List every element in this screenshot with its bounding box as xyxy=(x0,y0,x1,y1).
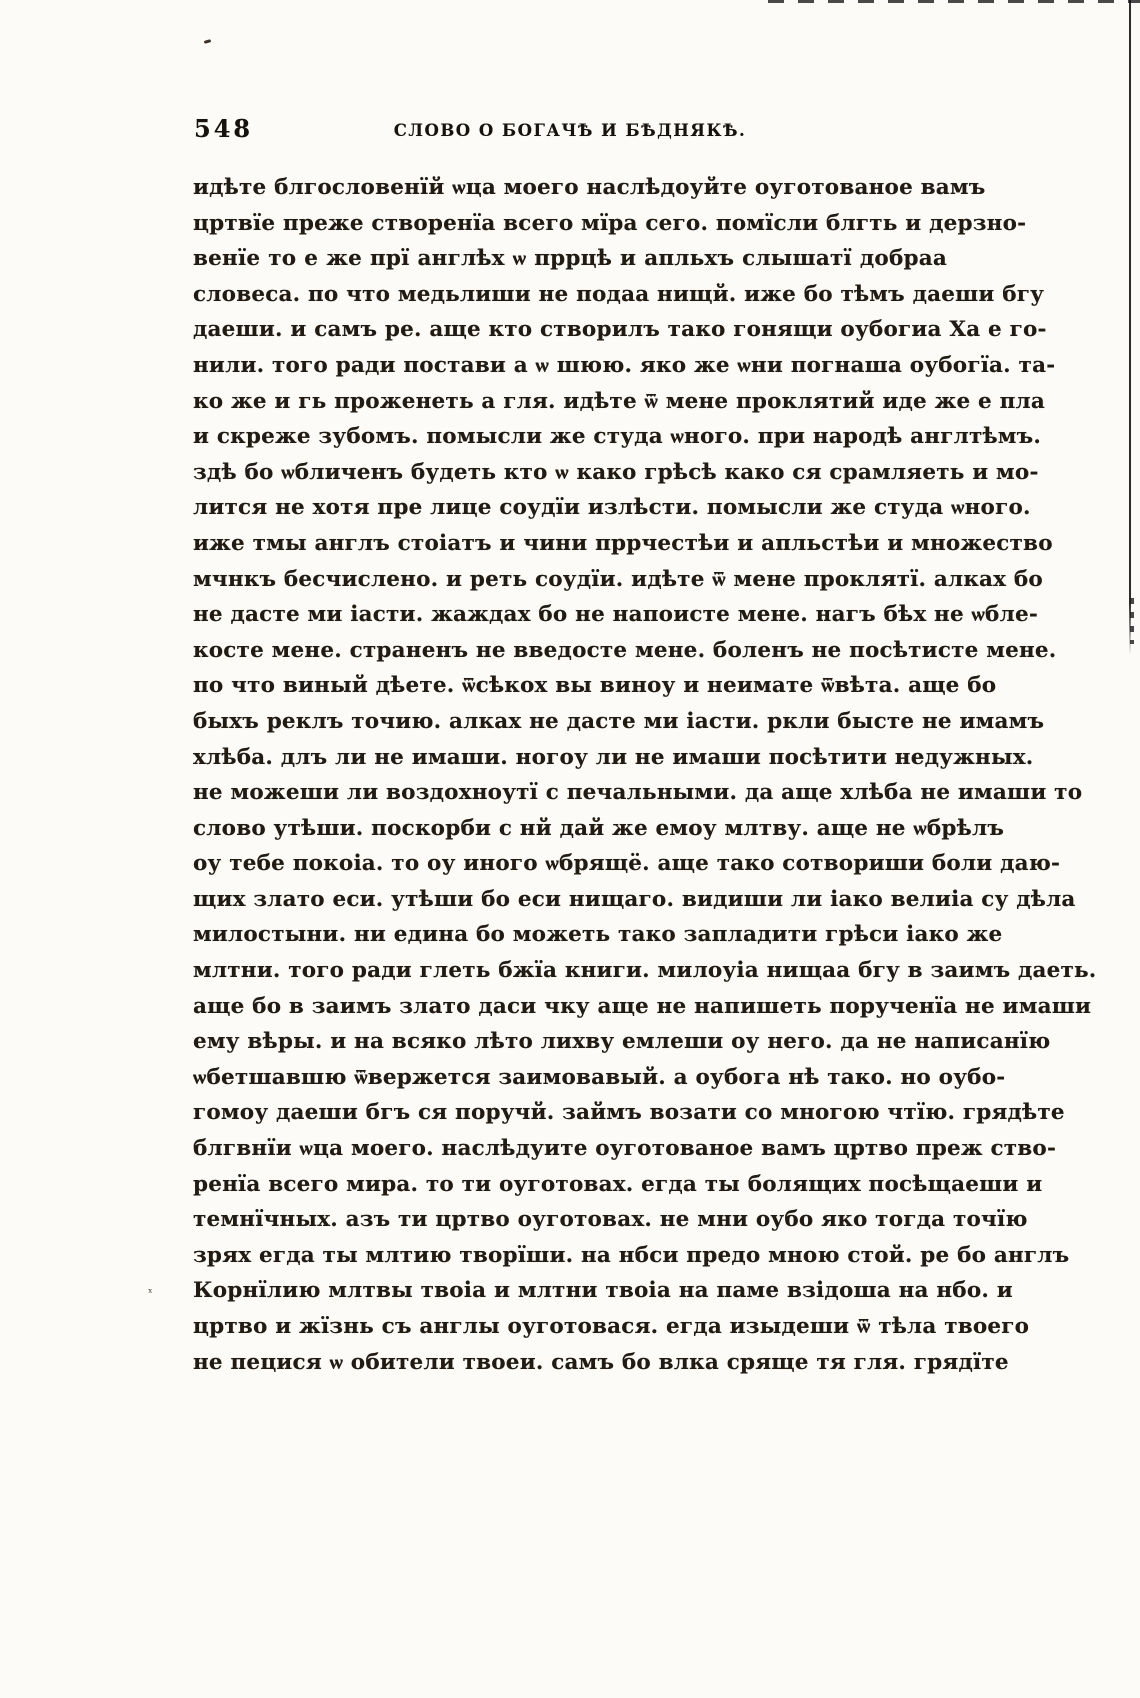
text-line: блгвнїи ѡца моего. наслѣдуите оуготованое вамъ цртво преж ство- xyxy=(193,1136,1057,1162)
text-line: темнїчных. азъ ти цртво оуготовах. не мни оубо яко тогда точїю xyxy=(193,1207,1028,1233)
text-line: ѡбетшавшю ѿвержется заимовавый. а оубога нѣ тако. но оубо- xyxy=(193,1064,1006,1090)
text-line: и скреже зубомъ. помысли же студа ѡного. при народѣ англтѣмъ. xyxy=(193,424,1042,450)
scan-artifact-edge-ticks xyxy=(1130,598,1134,644)
text-line: ко же и гь проженеть а гля. идѣте ѿ мене проклятий иде же е пла xyxy=(193,388,1046,414)
text-line: быхъ реклъ точию. алках не дасте ми іасти. ркли бысте не имамъ xyxy=(193,708,1045,734)
page-number: 548 xyxy=(194,114,254,143)
text-line: венїе то е же прї англѣх ѡ пррцѣ и апльхъ слышатї добраа xyxy=(193,246,947,272)
text-line: даеши. и самъ ре. аще кто створилъ тако гонящи оубогиа Ха е го- xyxy=(193,317,1047,343)
text-line: оу тебе покоіа. то оу иного ѡбрящё. аще тако сотвориши боли даю- xyxy=(193,851,1061,877)
text-line: гомоу даеши бгъ ся поручй. займъ возати со многою чтїю. грядѣте xyxy=(193,1100,1065,1126)
scan-artifact-top-edge xyxy=(768,0,1140,3)
text-line: не дасте ми іасти. жаждах бо не напоисте мене. нагъ бѣх не ѡбле- xyxy=(193,602,1038,628)
text-line: ренїа всего мира. то ти оуготовах. егда ты болящих посѣщаеши и xyxy=(193,1171,1043,1197)
text-line: ему вѣры. и на всяко лѣто лихву емлеши оу него. да не написанїю xyxy=(193,1029,1051,1055)
text-line: зрях егда ты млтию творїши. на нбси предо мною стой. ре бо англъ xyxy=(193,1242,1070,1268)
text-line: щих злато еси. утѣши бо еси нищаго. видиши ли іако велиіа су дѣла xyxy=(193,886,1076,912)
text-line: мчнкъ бесчислено. и реть соудїи. идѣте ѿ мене проклятї. алках бо xyxy=(193,566,1043,592)
text-line: Корнїлию млтвы твоіа и млтни твоіа на паме взідоша на нбо. и xyxy=(193,1278,1013,1304)
text-line: аще бо в заимъ злато даси чку аще не напишеть порученїа не имаши xyxy=(193,993,1092,1019)
text-line: цртво и жїзнь съ англы оуготовася. егда изыдеши ѿ тѣла твоего xyxy=(193,1314,1030,1339)
text-line: здѣ бо ѡбличенъ будеть кто ѡ како грѣсѣ како ся срамляеть и мо- xyxy=(193,459,1039,485)
text-line: цртвїе преже створенїа всего мїра сего. помїсли блгть и дерзно- xyxy=(193,210,1027,236)
text-line: нили. того ради постави а ѡ шюю. яко же ѡни погнаша оубогїа. та- xyxy=(193,352,1056,378)
text-line: идѣте блгословенїй ѡца моего наслѣдоуйте оуготованое вамъ xyxy=(193,175,986,200)
text-line: косте мене. страненъ не введосте мене. боленъ не посѣтисте мене. xyxy=(193,637,1057,663)
body-text xyxy=(193,170,1097,1380)
text-line: млтни. того ради глеть бжїа книги. милоуіа нищаа бгу в заимъ даеть. xyxy=(193,958,1097,984)
text-line: хлѣба. длъ ли не имаши. ногоу ли не имаши посѣтити недужных. xyxy=(193,744,1034,770)
text-line: иже тмы англъ стоіатъ и чини пррчестѣи и апльстѣи и множество xyxy=(193,530,1053,556)
running-title: СЛОВО О БОГАЧѢ И БѢДНЯКѢ. xyxy=(393,121,747,140)
text-line: не пецися ѡ обители твоеи. самъ бо влка сряще тя гля. грядїте xyxy=(193,1349,1009,1375)
text-line: по что виный дѣете. ѿсѣкох вы виноу и неимате ѿвѣта. аще бо xyxy=(193,673,997,699)
text-line: словеса. по что медьлиши не подаа нищй. иже бо тѣмъ даеши бгу xyxy=(193,281,1045,307)
text-line: лится не хотя пре лице соудїи излѣсти. помысли же студа ѡного. xyxy=(193,495,1031,521)
scan-artifact-right-edge xyxy=(1129,0,1131,655)
scan-artifact-dot xyxy=(204,39,212,44)
text-line: слово утѣши. поскорби с нй дай же емоу млтву. аще не ѡбрѣлъ xyxy=(193,815,1005,841)
scan-artifact-mark: ˣ xyxy=(148,1286,153,1299)
text-line: не можеши ли воздохноутї с печальными. да аще хлѣба не имаши то xyxy=(193,780,1083,806)
text-line: милостыни. ни едина бо можеть тако запладити грѣси іако же xyxy=(193,922,1003,948)
